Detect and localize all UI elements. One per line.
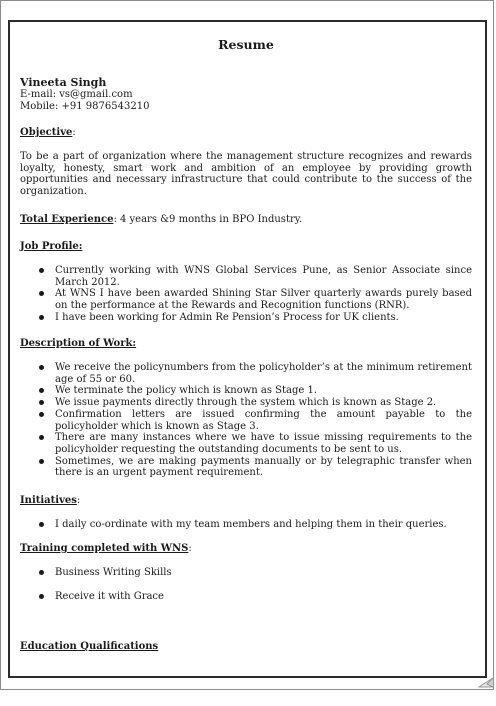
experience-value: : 4 years &9 months in BPO Industry.	[113, 214, 303, 225]
training-list	[20, 567, 472, 602]
bullet-icon	[39, 291, 44, 296]
objective-heading-row	[20, 127, 472, 139]
experience-heading: Total Experience	[20, 214, 114, 225]
training-heading-colon: :	[188, 543, 192, 554]
bullet-icon	[39, 400, 44, 405]
bullet-icon	[39, 412, 44, 417]
list-item: We issue payments directly through the system which is known as Stage 2.	[20, 397, 472, 409]
initiatives-heading-row	[20, 495, 472, 507]
list-item: Receive it with Grace	[20, 591, 472, 603]
list-item: Currently working with WNS Global Services Pune, as Senior Associate since March 2012.	[20, 265, 472, 288]
bullet-icon	[39, 459, 44, 464]
list-item: There are many instances where we have to issue missing requirements to the policyholder requesting the outstanding documents to be sent to us.	[20, 432, 472, 455]
bullet-icon	[39, 388, 44, 393]
bullet-icon	[39, 365, 44, 370]
contact-email: E-mail: vs@gmail.com	[20, 89, 133, 100]
bullet-icon	[39, 594, 44, 599]
description-heading: Description of Work:	[20, 338, 137, 349]
page-curl-icon[interactable]	[478, 672, 494, 688]
experience-row	[20, 214, 472, 226]
list-item: Business Writing Skills	[20, 567, 472, 579]
bullet-icon	[39, 435, 44, 440]
candidate-name: Vineeta Singh	[20, 76, 107, 89]
bullet-icon	[39, 570, 44, 575]
objective-heading-colon: :	[72, 127, 76, 138]
initiatives-list	[20, 519, 472, 531]
resume-page	[8, 20, 487, 678]
list-item: We terminate the policy which is known as Stage 1.	[20, 385, 472, 397]
initiatives-heading-colon: :	[76, 495, 81, 506]
training-heading: Training completed with WNS	[20, 543, 189, 554]
job-profile-heading: Job Profile:	[20, 241, 83, 252]
job-profile-list	[20, 265, 472, 324]
description-list	[20, 362, 472, 479]
education-heading: Education Qualifications	[20, 641, 159, 652]
list-item: I have been working for Admin Re Pension’s Process for UK clients.	[20, 312, 472, 324]
list-item: At WNS I have been awarded Shining Star Silver quarterly awards purely based on the performance at the Rewards and Recognition functions (RNR).	[20, 288, 472, 311]
objective-heading: Objective	[20, 127, 73, 138]
bullet-icon	[39, 268, 44, 273]
page-title: Resume	[218, 37, 274, 52]
list-item: Sometimes, we are making payments manually or by telegraphic transfer when there is an urgent payment requirement.	[20, 456, 472, 479]
list-item: We receive the policynumbers from the policyholder’s at the minimum retirement age of 55 or 60.	[20, 362, 472, 385]
contact-mobile: Mobile: +91 9876543210	[20, 101, 150, 112]
list-item: Confirmation letters are issued confirming the amount payable to the policyholder which is known as Stage 3.	[20, 409, 472, 432]
training-heading-row	[20, 543, 472, 555]
list-item: I daily co-ordinate with my team members and helping them in their queries.	[20, 519, 472, 531]
bullet-icon	[39, 522, 44, 527]
bullet-icon	[39, 315, 44, 320]
objective-text: To be a part of organization where the management structure recognizes and rewards loyalty, honesty, smart work and ambition of an employee by providing growth opportunities and necessary infrastructure that could contribute to the success of the organization.	[20, 151, 472, 198]
initiatives-heading: Initiatives	[20, 495, 77, 506]
